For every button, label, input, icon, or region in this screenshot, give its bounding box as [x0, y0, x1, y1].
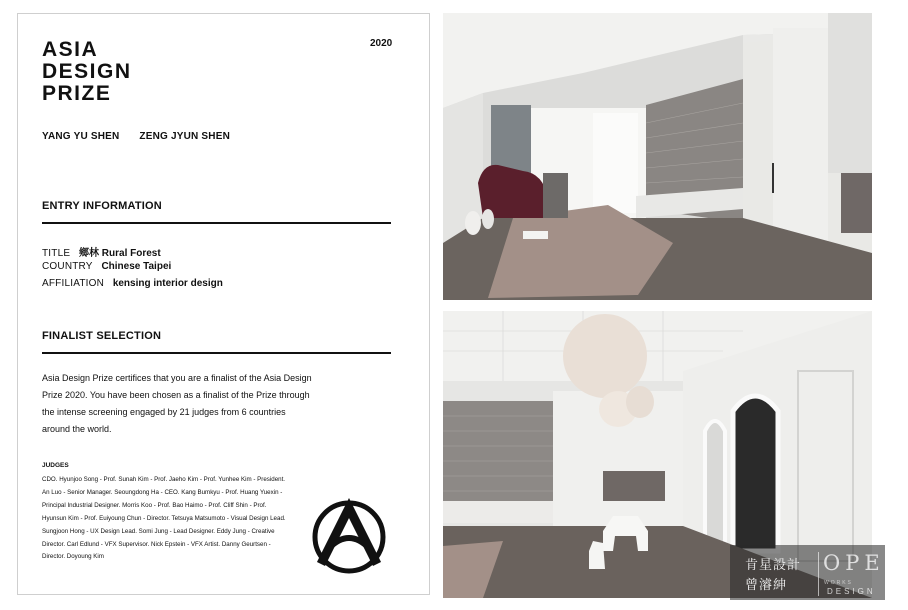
judges-list: CDO. Hyunjoo Song - Prof. Sunah Kim - Prof. Jaeho Kim - Prof. Yunhee Kim - President. An Luo - Senior Manager. Seoungdong Ha - CEO. Kang Bumkyu - Prof. Huang Yuexin - Principal Industrial Designer. Morris Koo - Prof. Bao Haimo - Prof. Cliff Shin - Prof. Hyunsun Kim - Prof. Euiyoung Chun - Director. Tetsuya Matsumoto - Visual Design Lead. Sungjoon Hong - UX Design Lead. Somi Jung - Lead Designer. Eddy Jung - Creative Director. Carl Edlund - VFX Supervisor. Nick Epstein - VFX Artist. Danny Geurtsen - Director. Doyoung Kim	[42, 476, 286, 561]
watermark-designer-name: 曾濬紳	[745, 577, 788, 592]
watermark-works-text: WORKS	[824, 580, 853, 586]
prize-emblem-icon	[308, 498, 390, 576]
finalist-selection-heading: FINALIST SELECTION	[42, 330, 162, 342]
judges-heading: JUDGES	[42, 462, 69, 469]
entry-information-heading: ENTRY INFORMATION	[42, 200, 162, 212]
country-label: COUNTRY	[42, 261, 93, 272]
finalist-statement: Asia Design Prize certifices that you are a finalist of the Asia Design Prize 2020. You have been chosen as a finalist of the Prize through the intense screening engaged by 21 judges from 6 countries around the world.	[42, 373, 312, 434]
award-year: 2020	[370, 38, 393, 49]
country-value: Chinese Taipei	[101, 261, 172, 272]
title-value: 鄉林 Rural Forest	[79, 248, 161, 259]
living-room-photo	[443, 13, 872, 300]
designer-names	[42, 131, 247, 142]
watermark-studio-name: 肯星設計	[745, 557, 802, 572]
watermark-open-logo: OPEN	[823, 551, 908, 575]
title-row	[42, 244, 161, 259]
title-label: TITLE	[42, 248, 71, 259]
country-row	[42, 261, 171, 272]
certificate-panel	[17, 13, 430, 595]
logo-line-asia: ASIA	[42, 38, 99, 61]
designer-name-1: YANG YU SHEN	[42, 131, 120, 142]
logo-line-design: DESIGN	[42, 60, 132, 83]
affiliation-row	[42, 278, 223, 289]
asia-design-prize-logo	[42, 39, 132, 105]
affiliation-label: AFFILIATION	[42, 278, 105, 289]
logo-line-prize: PRIZE	[42, 82, 112, 105]
section-divider	[42, 352, 391, 354]
section-divider	[42, 222, 391, 224]
studio-watermark	[730, 545, 908, 600]
affiliation-value: kensing interior design	[112, 278, 223, 289]
designer-name-2: ZENG JYUN SHEN	[139, 131, 231, 142]
watermark-design-text: DESIGN	[827, 587, 876, 596]
watermark-divider	[818, 552, 819, 596]
